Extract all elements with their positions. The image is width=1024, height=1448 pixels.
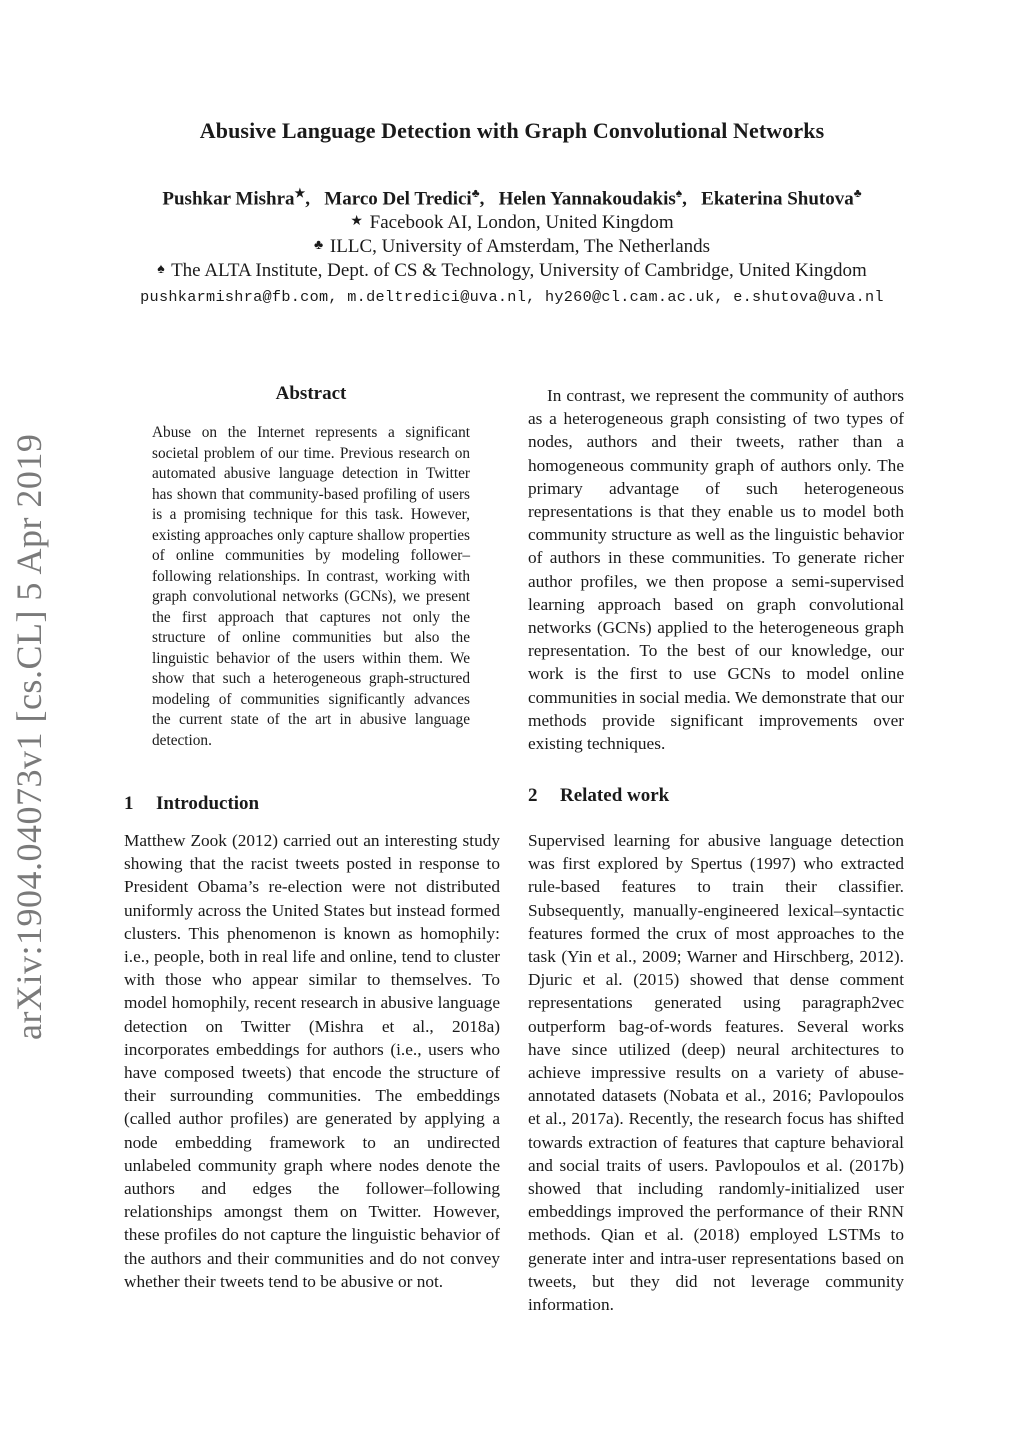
affiliation (0, 260, 1024, 282)
section-title: Related work (560, 785, 670, 806)
section-title: Introduction (156, 793, 260, 814)
affiliation-mark: ♠ (157, 262, 165, 277)
author-name: Pushkar Mishra (162, 188, 295, 210)
affiliation-text: ILLC, University of Amsterdam, The Netherlands (329, 236, 711, 257)
section-heading (528, 785, 669, 807)
paper-title: Abusive Language Detection with Graph Convolutional Networks (199, 118, 825, 143)
author-emails: pushkarmishra@fb.com, m.deltredici@uva.nl, hy260@cl.cam.ac.uk, e.shutova@uva.nl (140, 288, 884, 306)
intro-paragraph-2: In contrast, we represent the community of authors as a heterogeneous graph consisting of two types of nodes, authors and their tweets, rather than a homogeneous community graph of authors only. The primary advantage of such heterogeneous representations is that they enable us to model both community structure as well as the linguistic behavior of authors in these communities. To generate richer author profiles, we then propose a semi-supervised learning approach based on graph convolutional networks (GCNs) applied to the heterogeneous graph representation. To the best of our knowledge, our work is the first to use GCNs to model online communities in social media. We demonstrate that our methods provide significant improvements over existing techniques. (528, 386, 904, 754)
affiliation-text: The ALTA Institute, Dept. of CS & Technology, University of Cambridge, United Kingdom (171, 260, 867, 281)
affiliation-mark: ♣ (313, 238, 324, 253)
author-name: Ekaterina Shutova (701, 188, 854, 210)
affiliation (0, 212, 1024, 234)
author-name: Helen Yannakoudakis (498, 188, 676, 210)
author-mark: ♠ (675, 186, 683, 200)
author-mark: ★ (294, 186, 306, 200)
author-name: Marco Del Tredici (324, 188, 472, 210)
affiliation-mark: ★ (350, 214, 363, 229)
author-mark: ♣ (853, 186, 862, 200)
author-list: Pushkar Mishra★, Marco Del Tredici♣, Helen Yannakoudakis♠, Ekaterina Shutova♣ (162, 186, 862, 210)
related-paragraph: Supervised learning for abusive language detection was first explored by Spertus (1997) who extracted rule-based features to train their classifier. Subsequently, manually-engineered lexical–syntactic features formed the crux of most approaches to the task (Yin et al., 2009; Warner and Hirschberg, 2012). Djuric et al. (2015) showed that dense comment representations generated using paragraph2vec outperform bag-of-words features. Several works have since utilized (deep) neural architectures to achieve impressive results on a variety of abuse-annotated datasets (Nobata et al., 2016; Pavlopoulos et al., 2017a). Recently, the research focus has shifted towards extraction of features that capture behavioral and social traits of users. Pavlopoulos et al. (2017b) showed that including randomly-initialized user embeddings improved the performance of their RNN methods. Qian et al. (2018) employed LSTMs to generate inter and intra-user representations based on tweets, but they did not leverage community information. (528, 831, 904, 1315)
intro-paragraph: Matthew Zook (2012) carried out an interesting study showing that the racist tweets posted in response to President Obama’s re-election were not distributed uniformly across the United States but instead formed clusters. This phenomenon is known as homophily: i.e., people, both in real life and online, tend to cluster with those who appear similar to themselves. To model homophily, recent research in abusive language detection on Twitter (Mishra et al., 2018a) incorporates embeddings for authors (i.e., users who have composed tweets) that encode the structure of their surrounding communities. The embeddings (called author profiles) are generated by applying a node embedding framework to an undirected unlabeled community graph where nodes denote the authors and edges the follower–following relationships amongst them on Twitter. However, these profiles do not capture the linguistic behavior of the authors and their communities and do not convey whether their tweets tend to be abusive or not. (124, 831, 500, 1291)
arxiv-stamp: arXiv:1904.04073v1 [cs.CL] 5 Apr 2019 (9, 433, 49, 1040)
abstract-text: Abuse on the Internet represents a significant societal problem of our time. Previous research on automated abusive language detection in Twitter has shown that community-based profiling of users is a promising technique for this task. However, existing approaches only capture shallow properties of online communities by modeling follower–following relationships. In contrast, working with graph convolutional networks (GCNs), we present the first approach that captures not only the structure of online communities but also the linguistic behavior of the users within them. We show that such a heterogeneous graph-structured modeling of communities significantly advances the current state of the art in abusive language detection. (152, 424, 470, 749)
section-number: 2 (528, 785, 538, 806)
section-heading (124, 793, 259, 815)
affiliation (0, 236, 1024, 258)
abstract-heading: Abstract (275, 383, 347, 404)
affiliation-text: Facebook AI, London, United Kingdom (369, 212, 674, 233)
author-mark: ♣ (471, 186, 480, 200)
section-number: 1 (124, 793, 134, 814)
